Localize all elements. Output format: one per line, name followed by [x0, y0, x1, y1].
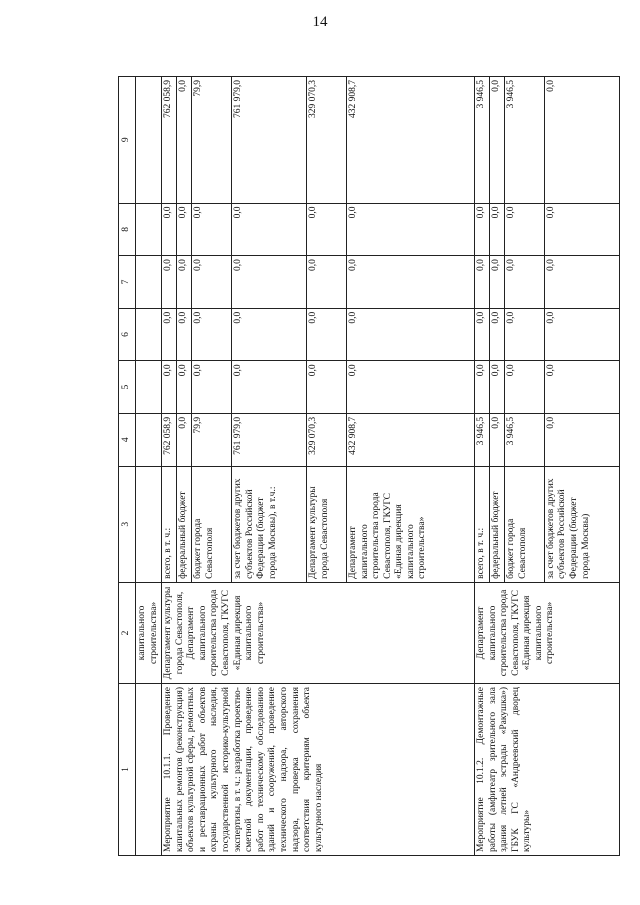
value-cell: 0,0 [505, 203, 545, 256]
value-cell: 79,9 [192, 413, 232, 466]
value-cell: 0,0 [346, 361, 474, 414]
header-cell: 9 [119, 77, 136, 204]
value-cell: 0,0 [544, 413, 619, 466]
value-cell: 761 979,0 [232, 77, 307, 204]
value-cell: 0,0 [192, 308, 232, 361]
value-cell: 0,0 [505, 361, 545, 414]
value-cell: 432 908,7 [346, 413, 474, 466]
value-cell: 0,0 [177, 308, 192, 361]
value-cell: 0,0 [490, 413, 505, 466]
value-cell: 0,0 [475, 203, 490, 256]
value-cell: 0,0 [177, 361, 192, 414]
value-cell: 0,0 [232, 203, 307, 256]
value-cell: 0,0 [162, 308, 177, 361]
funding-source: Департамент капитального строительства города Севастополя, ГКУГС «Единая дирекция капитального строительства» [346, 466, 474, 582]
value-cell: 0,0 [307, 256, 347, 309]
value-cell: 0,0 [490, 203, 505, 256]
value-cell: 0,0 [505, 308, 545, 361]
header-row [119, 77, 136, 856]
measure-10-1-2-executors: Департамент капитального строительства города Севастополя, ГКУГС «Единая дирекция капитального строительства» [475, 582, 620, 683]
measure-10-1-1-executors: Департамент культуры города Севастополя, Департамент капитального строительства города Севастополя, ГКУГС «Единая дирекция капитального строительства» [162, 582, 475, 683]
value-cell: 0,0 [307, 308, 347, 361]
value-cell: 3 946,5 [505, 413, 545, 466]
funding-source: федеральный бюджет [177, 466, 192, 582]
carry-over-row [136, 77, 162, 856]
value-cell: 0,0 [544, 203, 619, 256]
value-cell: 0,0 [346, 256, 474, 309]
value-cell: 0,0 [177, 413, 192, 466]
header-cell: 7 [119, 256, 136, 309]
value-cell: 0,0 [475, 256, 490, 309]
value-cell: 329 070,3 [307, 77, 347, 204]
value-cell: 0,0 [544, 77, 619, 204]
header-cell: 2 [119, 582, 136, 683]
value-cell: 3 946,5 [505, 77, 545, 204]
empty-cell [136, 77, 162, 204]
value-cell: 0,0 [177, 77, 192, 204]
value-cell: 0,0 [232, 361, 307, 414]
header-cell: 4 [119, 413, 136, 466]
empty-cell [136, 256, 162, 309]
value-cell: 0,0 [346, 203, 474, 256]
value-cell: 0,0 [162, 203, 177, 256]
value-cell: 762 058,9 [162, 77, 177, 204]
value-cell: 0,0 [544, 308, 619, 361]
empty-cell [136, 308, 162, 361]
empty-cell [136, 466, 162, 582]
value-cell: 0,0 [177, 256, 192, 309]
budget-table [118, 76, 620, 856]
table-row [162, 77, 177, 856]
funding-source: всего, в т. ч.: [162, 466, 177, 582]
funding-source: бюджет города Севастополя [192, 466, 232, 582]
value-cell: 329 070,3 [307, 413, 347, 466]
value-cell: 0,0 [307, 203, 347, 256]
value-cell: 0,0 [505, 256, 545, 309]
empty-cell [136, 413, 162, 466]
value-cell: 0,0 [307, 361, 347, 414]
value-cell: 79,9 [192, 77, 232, 204]
value-cell: 0,0 [346, 308, 474, 361]
funding-source: федеральный бюджет [490, 466, 505, 582]
value-cell: 0,0 [162, 361, 177, 414]
funding-source: за счет бюджетов других субъектов Российской Федерации (бюджет города Москвы), в т.ч.: [232, 466, 307, 582]
value-cell: 3 946,5 [475, 413, 490, 466]
value-cell: 0,0 [232, 308, 307, 361]
header-cell: 1 [119, 684, 136, 856]
funding-source: Департамент культуры города Севастополя [307, 466, 347, 582]
value-cell: 0,0 [544, 256, 619, 309]
value-cell: 0,0 [490, 77, 505, 204]
value-cell: 0,0 [177, 203, 192, 256]
value-cell: 0,0 [192, 203, 232, 256]
value-cell: 0,0 [192, 256, 232, 309]
funding-source: бюджет города Севастополя [505, 466, 545, 582]
rotated-table-container [118, 76, 620, 856]
empty-cell [136, 684, 162, 856]
empty-cell [136, 203, 162, 256]
empty-cell [136, 361, 162, 414]
value-cell: 761 979,0 [232, 413, 307, 466]
value-cell: 0,0 [475, 308, 490, 361]
funding-source: всего, в т. ч.: [475, 466, 490, 582]
value-cell: 3 946,5 [475, 77, 490, 204]
carry-over-executor: капитального строительства» [136, 582, 162, 683]
value-cell: 0,0 [544, 361, 619, 414]
measure-10-1-2-description: Мероприятие 10.1.2. Демонтажные работы (амфитеатр зрительного зала здания летней эстрады «Ракушка») ГБУК ГС «Андреевский дворец культуры» [475, 684, 620, 856]
value-cell: 0,0 [192, 361, 232, 414]
header-cell: 6 [119, 308, 136, 361]
value-cell: 762 058,9 [162, 413, 177, 466]
value-cell: 0,0 [162, 256, 177, 309]
table-row [475, 77, 490, 856]
measure-10-1-1-description: Мероприятие 10.1.1. Проведение капитальных ремонтов (реконструкция) объектов культурной сферы, ремонтных и реставрационных работ объектов охраны культурного наследия, государственной историко-культурной экспертизы, в т. ч.: разработка проектно-сметной документации, проведение работ по техническому обследованию зданий и сооружений, проведение технического надзора, авторского надзора, проверка сохранения соответствия критериям объекта культурного наследия [162, 684, 475, 856]
value-cell: 0,0 [490, 308, 505, 361]
value-cell: 0,0 [490, 256, 505, 309]
header-cell: 3 [119, 466, 136, 582]
header-cell: 5 [119, 361, 136, 414]
value-cell: 0,0 [490, 361, 505, 414]
header-cell: 8 [119, 203, 136, 256]
value-cell: 432 908,7 [346, 77, 474, 204]
funding-source: за счет бюджетов других субъектов Российской Федерации (бюджет города Москвы) [544, 466, 619, 582]
value-cell: 0,0 [232, 256, 307, 309]
value-cell: 0,0 [475, 361, 490, 414]
page-number: 14 [312, 14, 328, 30]
